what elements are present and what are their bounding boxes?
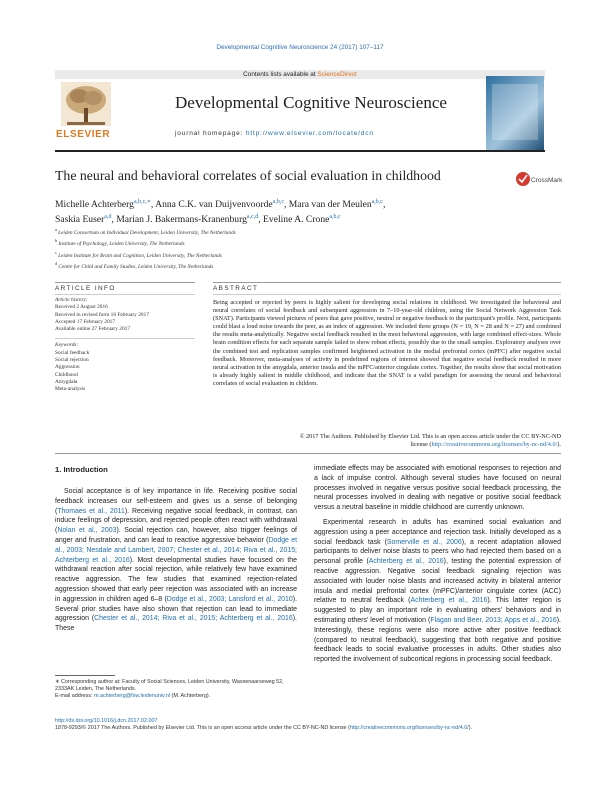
body-text: Social acceptance is of key importance in life. Receiving positive social feedback increases our self-esteem and gives us a sense of belonging ( [55,488,297,515]
crossmark-label: CrossMark [531,177,563,184]
history-item: Available online 27 February 2017 [55,326,131,333]
body-text: ), a recent adaptation allowed participants to deliver noise blasts to peers who had rejected them based on a personal profile ( [314,538,561,566]
copyright-line-1: © 2017 The Authors. Published by Elsevier Ltd. This is an open access article under the CC BY-NC-ND [299,433,561,440]
affiliation-mark: a [55,227,59,232]
body-column-left [55,487,297,634]
affiliation-item [55,226,545,237]
journal-citation[interactable]: Developmental Cognitive Neuroscience 24 (2017) 107–117 [216,44,384,51]
body-text: ). Social rejection can, however, also trigger feelings of anger and frustration, and can lead to reactive aggressive behavior ( [55,527,297,544]
copyright-notice [213,433,561,449]
intro-paragraph-1 [55,487,297,634]
keyword-item: Aggression [55,364,80,371]
citation-link[interactable]: Chester et al., 2014; Riva et al., 2015; Achterberg et al., 2016 [94,615,293,623]
affiliation-mark: d [55,261,59,267]
footnote-corresponding: ∗ Corresponding author at: Faculty of Social Sciences, Leiden University, Wassenaarseweg 52, 2333AK Leiden, The Netherlands. E-mail address: m.achterberg@fsw.leidenuniv.nl (M. Achterberg). [55,679,284,700]
issn-license-link[interactable]: http://creativecommons.org/licenses/by-nc-nd/4.0/ [349,725,469,731]
author-name: Marian J. Bakermans-Kranenburg [116,214,247,226]
body-text: ). These [55,615,297,633]
body-text: immediate effects may be associated with emotional responses to rejection and a lack of impulse control. Although several studies have focused on neural processes involved in negative versus positive social feedback processing, the neural processes involved in dealing with negative or positive social feedback versus a neutral baseline in middle childhood are currently unknown. [314,465,561,512]
citation-link[interactable]: Flagan and Beer, 2013; Apps et al., 2016 [430,616,557,624]
intro-paragraph-1-cont [314,464,561,513]
affiliation-text: Centre for Child and Family Studies, Leiden University, The Netherlands [58,263,214,270]
body-text: ). Interestingly, these regions were also more active after positive feedback (compared to neutral feedback), suggesting that both negative and positive feedback leads to social evaluative processes in adults. Other studies also reported the involvement of subcortical regions in processing social feedback. [314,616,561,664]
journal-name: Developmental Cognitive Neuroscience [175,93,447,112]
affiliation-item [55,249,545,260]
article-info-heading: ARTICLE INFO [55,285,116,292]
author-list [55,196,545,226]
body-text: Experimental research in adults has examined social evaluation and aggression using a peer acceptance and rejection task. Initially developed as a social feedback task ( [314,518,561,546]
section-heading-introduction: 1. Introduction [55,465,108,474]
keyword-item: Childhood [55,371,78,378]
abstract-bottom-rule [55,453,561,454]
article-history [55,304,195,333]
affiliation-item [55,260,545,271]
body-text: ). Receiving negative social feedback, in contrast, can induce feelings of depression, and rejected people often react with withdrawal ( [55,507,297,535]
author-affiliation-marks[interactable]: a,b,c [329,214,341,221]
keyword-item: Amygdala [55,378,78,385]
keyword-item: Social feedback [55,349,90,356]
citation-link[interactable]: Achterberg et al., 2016 [368,558,444,566]
author-line-2: Saskia Euser$^{a,d}$, Marian J. Bakermans-Kranenburg$^{a,c,d}$, Eveline A. Crone$^{a,b,c}$ [55,214,341,226]
citation-link[interactable]: Dodge et al., 2003; Lansford et al., 2010 [166,595,293,603]
history-item: Accepted 17 February 2017 [55,318,116,325]
affiliations [55,226,545,271]
article-meta-footer [55,718,545,732]
journal-homepage [175,130,374,137]
author-name: Eveline A. Crone [263,214,330,226]
doi-link[interactable]: http://dx.doi.org/10.1016/j.dcn.2017.02.007 [55,718,158,724]
article-history-label: Article history: [55,297,88,303]
header-rule [55,150,545,152]
abstract-heading: ABSTRACT [213,285,259,292]
crossmark-icon[interactable] [515,170,563,188]
issn-license: 1878-9293/© 2017 The Authors. Published by Elsevier Ltd. This is an open access article under the CC BY-NC-ND license (http://creativecommons.org/licenses/by-nc-nd/4.0/). [55,725,473,731]
footnote-rule [55,675,115,676]
abstract-rule [213,282,561,283]
affiliation-text: Leiden Consortium on Individual Development, Leiden University, The Netherlands [58,229,236,236]
author-affiliation-marks[interactable]: a,c,d [246,214,259,221]
contents-prefix: Contents lists available at [243,71,318,78]
author-name: Michelle Achterberg [55,199,134,211]
article-info [55,297,195,394]
sciencedirect-link[interactable]: ScienceDirect [317,71,357,78]
abstract-text: Being accepted or rejected by peers is highly salient for developing social relations in childhood. We investigated the behavioral and neural correlates of social feedback and subsequent aggression in 7–10-year-old children, using the Social Network Aggression Task (SNAT). Participants viewed pictures of peers that gave positive, neutral or negative feedback to the participant's profile. Next, participants could blast a loud noise towards the peer, as an index of aggression. We included three groups (N = 19, N = 28 and N = 27) and combined the results meta-analytically. Negative social feedback resulted in the most behavioral aggression, with large combined effect-sizes. Whole brain condition effects for each separate sample failed to show robust effects, possibly due to the small samples. Exploratory analyses over the combined test and replication samples confirmed heightened activation in the medial prefrontal cortex (mPFC) after negative social feedback. Moreover, meta-analyses of activity in predefined regions of interest showed that negative social feedback resulted in more neural activation in the amygdala, anterior insula and the mPFC/anterior cingulate cortex. Together, the results show that social motivation is already highly salient in middle childhood, and indicate that the SNAT is a valid paradigm for assessing the neural and behavioral correlates of social evaluation in children. [213,299,561,387]
body-text: ). Several prior studies have also shown that rejection can lead to immediate aggression ( [55,595,298,623]
contents-band [55,70,545,79]
affiliation-mark: b [55,238,59,244]
author-name: Saskia Euser [55,214,105,226]
abstract-subrule [213,294,561,295]
author-name: Mara van der Meulen [288,199,372,211]
body-text: ), testing the potential expression of reactive aggression. Negative social feedback signaling rejection was associated with louder noise blasts and increased activity in bilateral anterior insula and medial prefrontal cortex (mPFC)/anterior cingulate cortex (ACC) relative to neutral feedback ( [314,558,561,605]
history-item: Received 2 August 2016 [55,304,108,311]
homepage-label: journal homepage: [175,130,246,137]
keywords-list [55,350,195,394]
author-email-link[interactable]: m.achterberg@fsw.leidenuniv.nl [93,693,171,700]
citation-link[interactable]: Thomaes et al., 2011 [57,507,125,515]
citation-link[interactable]: Somerville et al., 2006 [386,538,462,546]
paper-title: The neural and behavioral correlates of social evaluation in childhood [55,168,441,183]
author-affiliation-marks[interactable]: a,b,c,∗ [133,199,151,205]
body-column-right [314,464,561,665]
intro-paragraph-2 [314,518,561,665]
affiliation-item [55,237,545,248]
copyright-line-2: license (http://creativecommons.org/licenses/by-nc-nd/4.0/). [410,441,561,449]
citation-link[interactable]: Dodge et al., 2003; Nesdale and Lambert, 2007; Chester et al., 2014; Riva et al., 2015; Achterberg et al., 2016 [55,536,297,564]
license-link[interactable]: http://creativecommons.org/licenses/by-nc-nd/4.0/ [431,441,558,449]
citation-link[interactable]: Nolan et al., 2003 [57,527,117,535]
affiliation-text: Institute of Psychology, Leiden University, The Netherlands [58,241,185,248]
author-affiliation-marks[interactable]: a,d [104,214,112,221]
keyword-item: Social rejection [55,357,89,364]
affiliation-mark: c [55,249,59,255]
homepage-link[interactable]: http://www.elsevier.com/locate/dcn [245,130,374,137]
keywords-rule [55,338,195,339]
keyword-item: Meta-analysis [55,386,86,393]
body-text: ). Most developmental studies have focused on the withdrawal reaction after social rejection, while relatively few have examined reactive aggression. The few studies that examined rejection-related aggression showed that early peer rejection was associated with an increase in aggression in children aged 6–8 ( [55,556,297,603]
author-affiliation-marks[interactable]: a,b,c [272,199,284,205]
journal-cover-image [486,76,544,150]
body-text: ). This latter region is suggested to play an important role in evaluating others' behaviors and in estimating others' level of motivation ( [314,597,561,624]
article-info-subrule [55,294,195,295]
author-name: Anna C.K. van Duijvenvoorde [155,199,273,211]
keywords-label: Keywords: [55,342,79,349]
citation-link[interactable]: Achterberg et al., 2016 [410,597,488,605]
affiliation-text: Leiden Institute for Brain and Cognition, Leiden University, The Netherlands [58,252,222,259]
article-info-rule [55,282,195,283]
elsevier-wordmark: ELSEVIER [56,129,111,140]
history-item: Received in revised form 16 February 2017 [55,311,150,318]
author-affiliation-marks[interactable]: a,b,c [371,199,383,205]
author-line-1: Michelle Achterberg$^{a,b,c,∗}$, Anna C.K. van Duijvenvoorde$^{a,b,c}$, Mara van der Meulen$^{a,b,c}$, [55,199,386,211]
